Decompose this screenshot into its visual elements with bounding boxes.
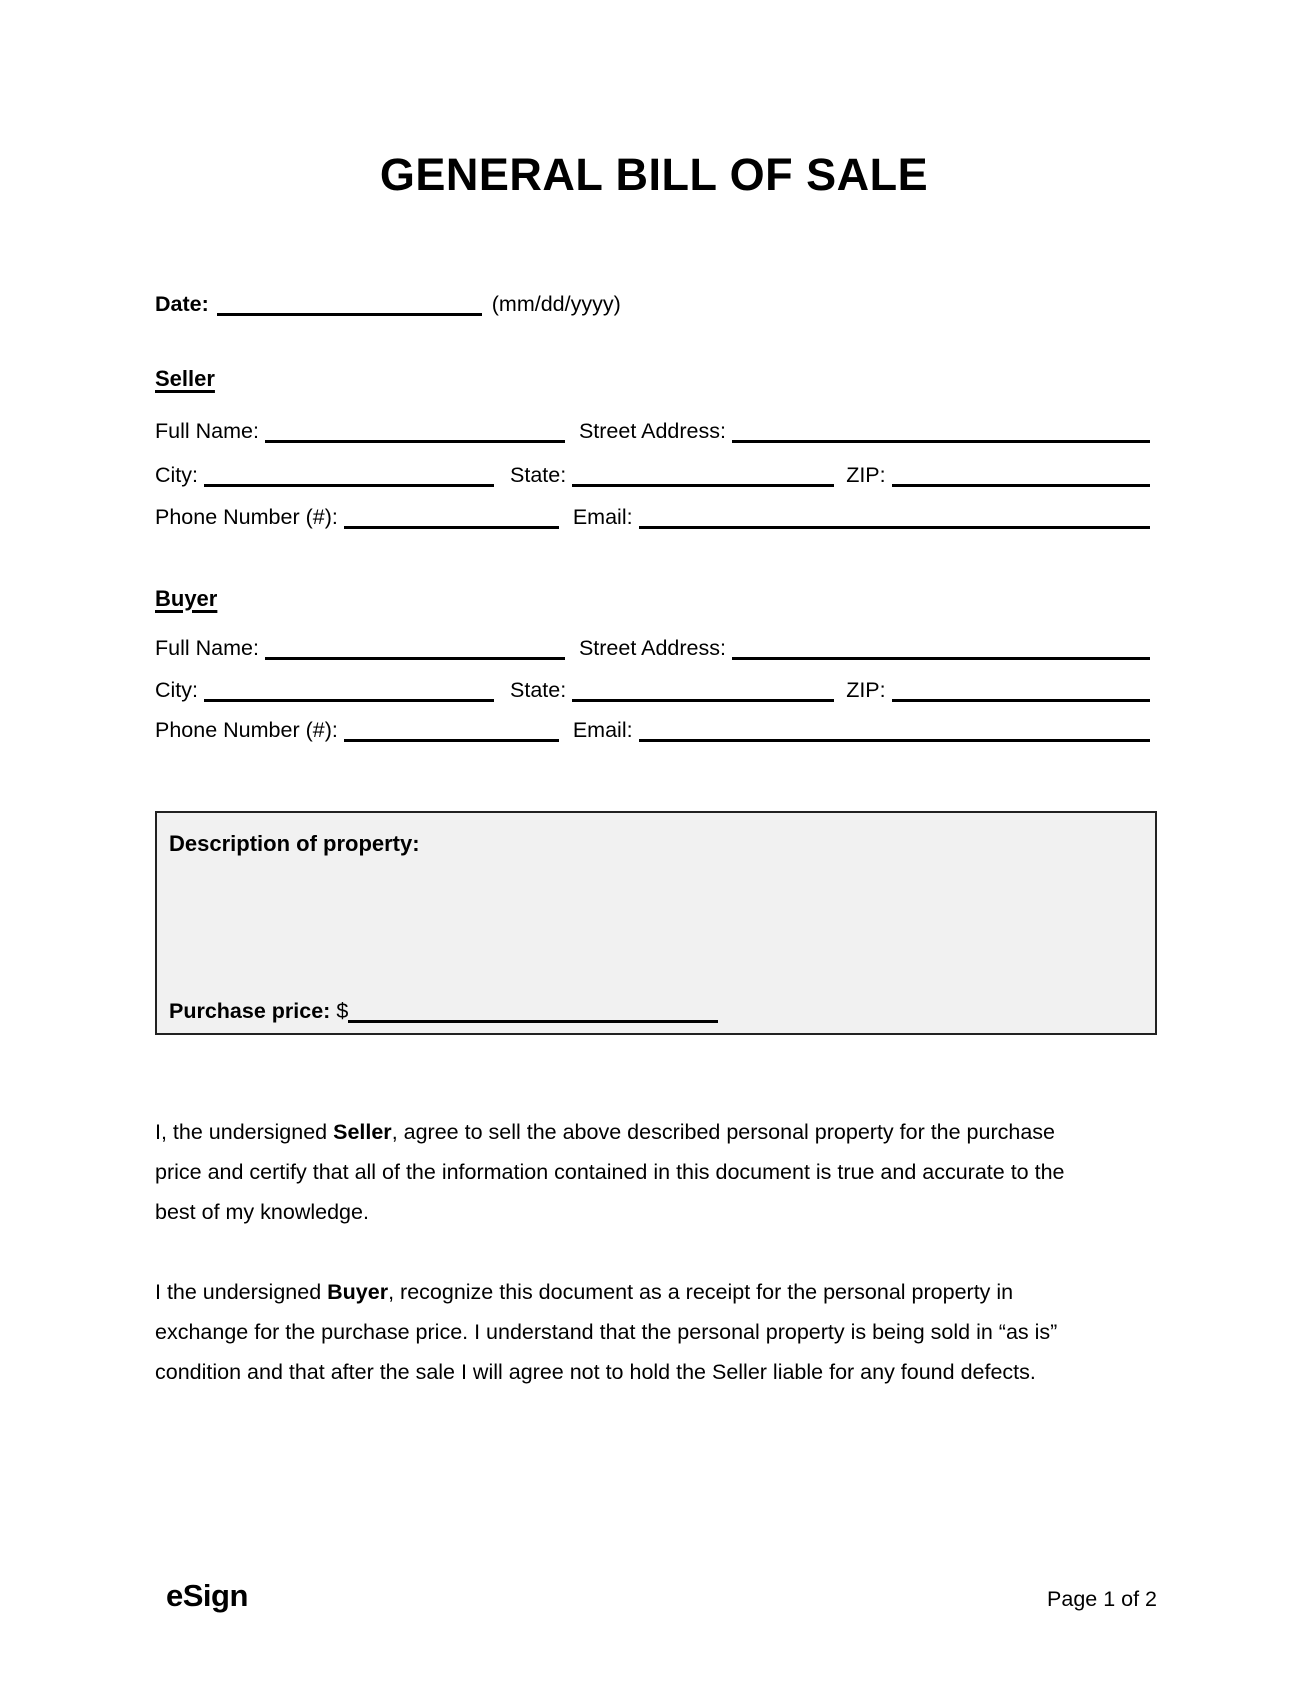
seller-street-address-input-line[interactable]	[732, 419, 1150, 443]
seller-city-label: City:	[155, 463, 198, 487]
buyer-full-name-input-line[interactable]	[265, 636, 565, 660]
purchase-price-row	[169, 999, 718, 1023]
seller-clause-prefix: I, the undersigned	[155, 1120, 334, 1144]
currency-symbol: $	[336, 999, 349, 1023]
property-description-box	[155, 811, 1157, 1035]
buyer-agreement-line-3: condition and that after the sale I will agree not to hold the Seller liable for any found defects.	[155, 1360, 1036, 1384]
buyer-email-input-line[interactable]	[639, 718, 1150, 742]
purchase-price-label: Purchase price:	[169, 999, 331, 1023]
seller-city-input-line[interactable]	[204, 463, 494, 487]
buyer-full-name-label: Full Name:	[155, 636, 259, 660]
seller-agreement-line-3: best of my knowledge.	[155, 1200, 369, 1224]
seller-zip-input-line[interactable]	[892, 463, 1150, 487]
buyer-street-address-input-line[interactable]	[732, 636, 1150, 660]
seller-phone-input-line[interactable]	[344, 505, 559, 529]
buyer-section-heading: Buyer	[155, 586, 218, 611]
buyer-agreement-line-2: exchange for the purchase price. I understand that the personal property is being sold in “as is”	[155, 1320, 1058, 1344]
buyer-clause-prefix: I the undersigned	[155, 1280, 328, 1304]
seller-name-address-row	[155, 419, 1150, 443]
seller-email-input-line[interactable]	[639, 505, 1150, 529]
seller-phone-email-row	[155, 505, 1150, 529]
seller-agreement-line-1	[155, 1112, 1065, 1152]
buyer-city-state-zip-row	[155, 678, 1150, 702]
seller-state-label: State:	[510, 463, 567, 487]
document-title: GENERAL BILL OF SALE	[379, 149, 929, 200]
buyer-street-address-label: Street Address:	[578, 636, 726, 660]
seller-agreement-paragraph	[155, 1112, 1065, 1232]
date-row	[155, 292, 1150, 316]
date-format-hint: (mm/dd/yyyy)	[491, 292, 621, 316]
seller-zip-label: ZIP:	[846, 463, 886, 487]
buyer-state-input-line[interactable]	[572, 678, 834, 702]
buyer-name-address-row	[155, 636, 1150, 660]
seller-clause-line1-text: , agree to sell the above described personal property for the purchase	[391, 1120, 1056, 1144]
buyer-clause-emphasis: Buyer	[327, 1280, 389, 1304]
buyer-city-label: City:	[155, 678, 198, 702]
date-label: Date:	[155, 292, 209, 316]
seller-clause-emphasis: Seller	[333, 1120, 392, 1144]
seller-email-label: Email:	[572, 505, 633, 529]
page-indicator: Page 1 of 2	[1047, 1587, 1157, 1611]
buyer-clause-line1-text: , recognize this document as a receipt for the personal property in	[388, 1280, 1014, 1304]
seller-street-address-label: Street Address:	[578, 419, 726, 443]
buyer-city-input-line[interactable]	[204, 678, 494, 702]
property-description-input-area[interactable]	[169, 871, 1143, 983]
buyer-phone-label: Phone Number (#):	[155, 718, 338, 742]
buyer-agreement-line-1	[155, 1272, 1057, 1312]
buyer-zip-label: ZIP:	[846, 678, 886, 702]
buyer-phone-input-line[interactable]	[344, 718, 559, 742]
seller-agreement-line-2: price and certify that all of the information contained in this document is true and accurate to the	[155, 1160, 1065, 1184]
buyer-phone-email-row	[155, 718, 1150, 742]
buyer-email-label: Email:	[572, 718, 633, 742]
seller-full-name-input-line[interactable]	[265, 419, 565, 443]
seller-city-state-zip-row	[155, 463, 1150, 487]
date-input-line[interactable]	[217, 292, 482, 316]
seller-full-name-label: Full Name:	[155, 419, 259, 443]
property-description-label: Description of property:	[169, 831, 420, 856]
seller-state-input-line[interactable]	[572, 463, 834, 487]
buyer-agreement-paragraph	[155, 1272, 1057, 1392]
buyer-state-label: State:	[510, 678, 567, 702]
seller-phone-label: Phone Number (#):	[155, 505, 338, 529]
purchase-price-input-line[interactable]	[348, 999, 718, 1023]
seller-section-heading: Seller	[155, 366, 215, 391]
buyer-zip-input-line[interactable]	[892, 678, 1150, 702]
esign-logo: eSign	[166, 1578, 248, 1613]
